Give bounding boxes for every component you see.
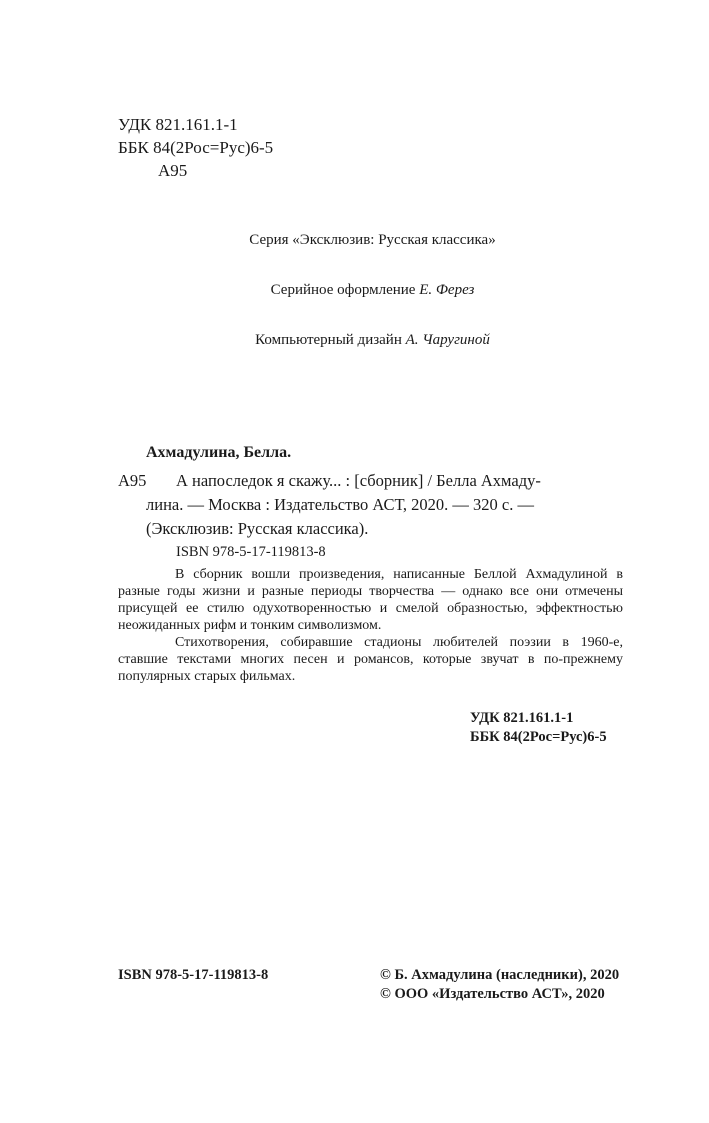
record-sign: А95 [118,471,147,490]
record-publication-line: лина. — Москва : Издательство АСТ, 2020. — 320 с. — [146,495,534,514]
record-series-line: (Эксклюзив: Русская классика). [146,519,369,538]
computer-design-name: А. Чаругиной [405,332,490,348]
udk-code: УДК 821.161.1-1 [118,115,238,134]
annotation [118,566,623,685]
bbk-code: ББК 84(2Рос=Рус)6-5 [118,138,274,157]
copyright-author: © Б. Ахмадулина (наследники), 2020 [380,967,620,983]
annotation-paragraph: В сборник вошли произведения, написанные Беллой Ахмадулиной в разные годы жизни и разные периоды творчества — однако все они отмечены присущей ее стилю одухотворенностью и смелой образностью, эффектностью неожиданных рифм и тонким символизмом. [118,567,623,633]
series-title: Серия «Эксклюзив: Русская классика» [249,232,496,248]
record-title-line: А напоследок я скажу... : [сборник] / Белла Ахмаду- [176,471,541,490]
copyright-publisher: © ООО «Издательство АСТ», 2020 [380,986,605,1002]
computer-design-label: Компьютерный дизайн [255,332,406,348]
index-udk: УДК 821.161.1-1 [470,710,574,726]
series-design-label: Серийное оформление [270,282,420,298]
annotation-paragraph: Стихотворения, собиравшие стадионы любителей поэзии в 1960-е, ставшие текстами многих песен и романсов, которые звучат в по-прежнему популярных старых фильмах. [118,635,623,684]
author-sign: А95 [158,161,188,180]
series-design-name: Е. Ферез [419,282,475,298]
record-isbn: ISBN 978-5-17-119813-8 [176,544,326,560]
footer-isbn: ISBN 978-5-17-119813-8 [118,967,269,983]
series-design-credit [120,282,625,299]
computer-design-credit [120,332,625,349]
index-bbk: ББК 84(2Рос=Рус)6-5 [470,729,607,745]
record-author: Ахмадулина, Белла. [146,444,292,461]
